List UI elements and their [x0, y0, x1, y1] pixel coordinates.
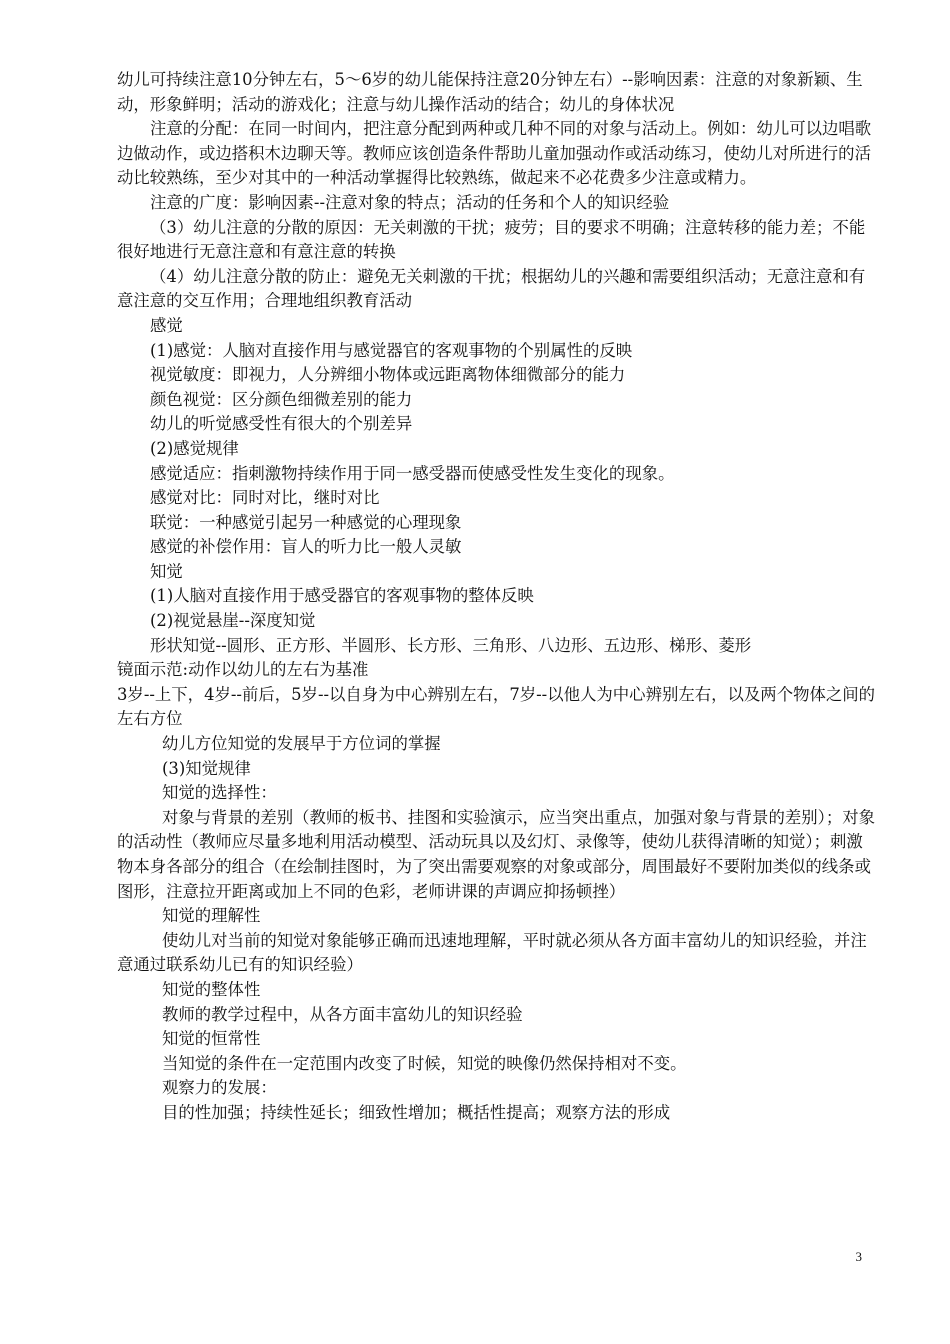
paragraph-orientation-development: 幼儿方位知觉的发展早于方位词的掌握	[162, 734, 441, 754]
paragraph-sensation-definition: (1)感觉：人脑对直接作用与感觉器官的客观事物的个别属性的反映	[150, 340, 633, 360]
paragraph-synesthesia: 联觉：一种感觉引起另一种感觉的心理现象	[150, 512, 462, 532]
paragraph-understanding-details: 使幼儿对当前的知觉对象能够正确而迅速地理解，平时就必须从各方面丰富幼儿的知识经验，并注意通过联系幼儿已有的知识经验）	[117, 930, 867, 975]
paragraph-sensory-adaptation: 感觉适应：指刺激物持续作用于同一感受器而使感受性发生变化的现象。	[150, 463, 675, 483]
heading-sensation: 感觉	[150, 315, 183, 335]
heading-perceptual-integrity: 知觉的整体性	[162, 979, 261, 999]
paragraph-attention-distribution: 注意的分配：在同一时间内，把注意分配到两种或几种不同的对象与活动上。例如：幼儿可以边唱歌边做动作，或边搭积木边聊天等。教师应该创造条件帮助儿童加强动作或活动练习，使幼儿对所进行的活动比较熟练，至少对其中的一种活动掌握得比较熟练，做起来不必花费多少注意或精力。	[117, 119, 872, 188]
paragraph-distraction-causes: （3）幼儿注意的分散的原因：无关刺激的干扰；疲劳；目的要求不明确；注意转移的能力差；不能很好地进行无意注意和有意注意的转换	[117, 217, 866, 262]
heading-perception: 知觉	[150, 561, 183, 581]
paragraph-sensory-compensation: 感觉的补偿作用：盲人的听力比一般人灵敏	[150, 537, 462, 557]
paragraph-integrity-details: 教师的教学过程中，从各方面丰富幼儿的知识经验	[162, 1004, 523, 1024]
paragraph-distraction-prevention: （4）幼儿注意分散的防止：避免无关刺激的干扰；根据幼儿的兴趣和需要组织活动；无意注意和有意注意的交互作用；合理地组织教育活动	[117, 266, 866, 311]
paragraph-orientation-ages: 3岁--上下，4岁--前后，5岁--以自身为中心辨别左右，7岁--以他人为中心辨别左右，以及两个物体之间的左右方位	[117, 684, 876, 729]
paragraph-mirror-demo: 镜面示范:动作以幼儿的左右为基准	[117, 660, 369, 680]
paragraph-observation-details: 目的性加强；持续性延长；细致性增加；概括性提高；观察方法的形成	[162, 1102, 671, 1122]
heading-perception-rules: (3)知觉规律	[162, 758, 251, 778]
paragraph-visual-cliff: (2)视觉悬崖--深度知觉	[150, 611, 316, 631]
paragraph-shape-perception: 形状知觉--圆形、正方形、半圆形、长方形、三角形、八边形、五边形、梯形、菱形	[150, 635, 752, 655]
document-body	[117, 68, 877, 1126]
heading-observation-development: 观察力的发展：	[162, 1078, 277, 1098]
paragraph-selectivity-details: 对象与背景的差别（教师的板书、挂图和实验演示，应当突出重点，加强对象与背景的差别）；对象的活动性（教师应尽量多地利用活动模型、活动玩具以及幻灯、录像等，使幼儿获得清晰的知觉）；刺激物本身各部分的组合（在绘制挂图时，为了突出需要观察的对象或部分，周围最好不要附加类似的线条或图形，注意拉开距离或加上不同的色彩，老师讲课的声调应抑扬顿挫）	[117, 807, 875, 901]
paragraph-color-vision: 颜色视觉：区分颜色细微差别的能力	[150, 389, 413, 409]
paragraph-perception-definition: (1)人脑对直接作用于感受器官的客观事物的整体反映	[150, 586, 534, 606]
paragraph-auditory-sensitivity: 幼儿的听觉感受性有很大的个别差异	[150, 414, 413, 434]
paragraph-attention-duration: 幼儿可持续注意10分钟左右，5～6岁的幼儿能保持注意20分钟左右）--影响因素：注意的对象新颖、生动，形象鲜明；活动的游戏化；注意与幼儿操作活动的结合；幼儿的身体状况	[117, 70, 863, 114]
paragraph-sensory-contrast: 感觉对比：同时对比，继时对比	[150, 488, 380, 508]
heading-perceptual-selectivity: 知觉的选择性：	[162, 783, 277, 803]
heading-sensation-rules: (2)感觉规律	[150, 438, 239, 458]
page-number: 3	[855, 1249, 862, 1264]
paragraph-constancy-details: 当知觉的条件在一定范围内改变了时候，知觉的映像仍然保持相对不变。	[162, 1053, 687, 1073]
paragraph-visual-acuity: 视觉敏度：即视力，人分辨细小物体或远距离物体细微部分的能力	[150, 365, 626, 385]
paragraph-attention-span: 注意的广度：影响因素--注意对象的特点；活动的任务和个人的知识经验	[150, 192, 670, 212]
heading-perceptual-constancy: 知觉的恒常性	[162, 1029, 261, 1049]
heading-perceptual-understanding: 知觉的理解性	[162, 906, 261, 926]
